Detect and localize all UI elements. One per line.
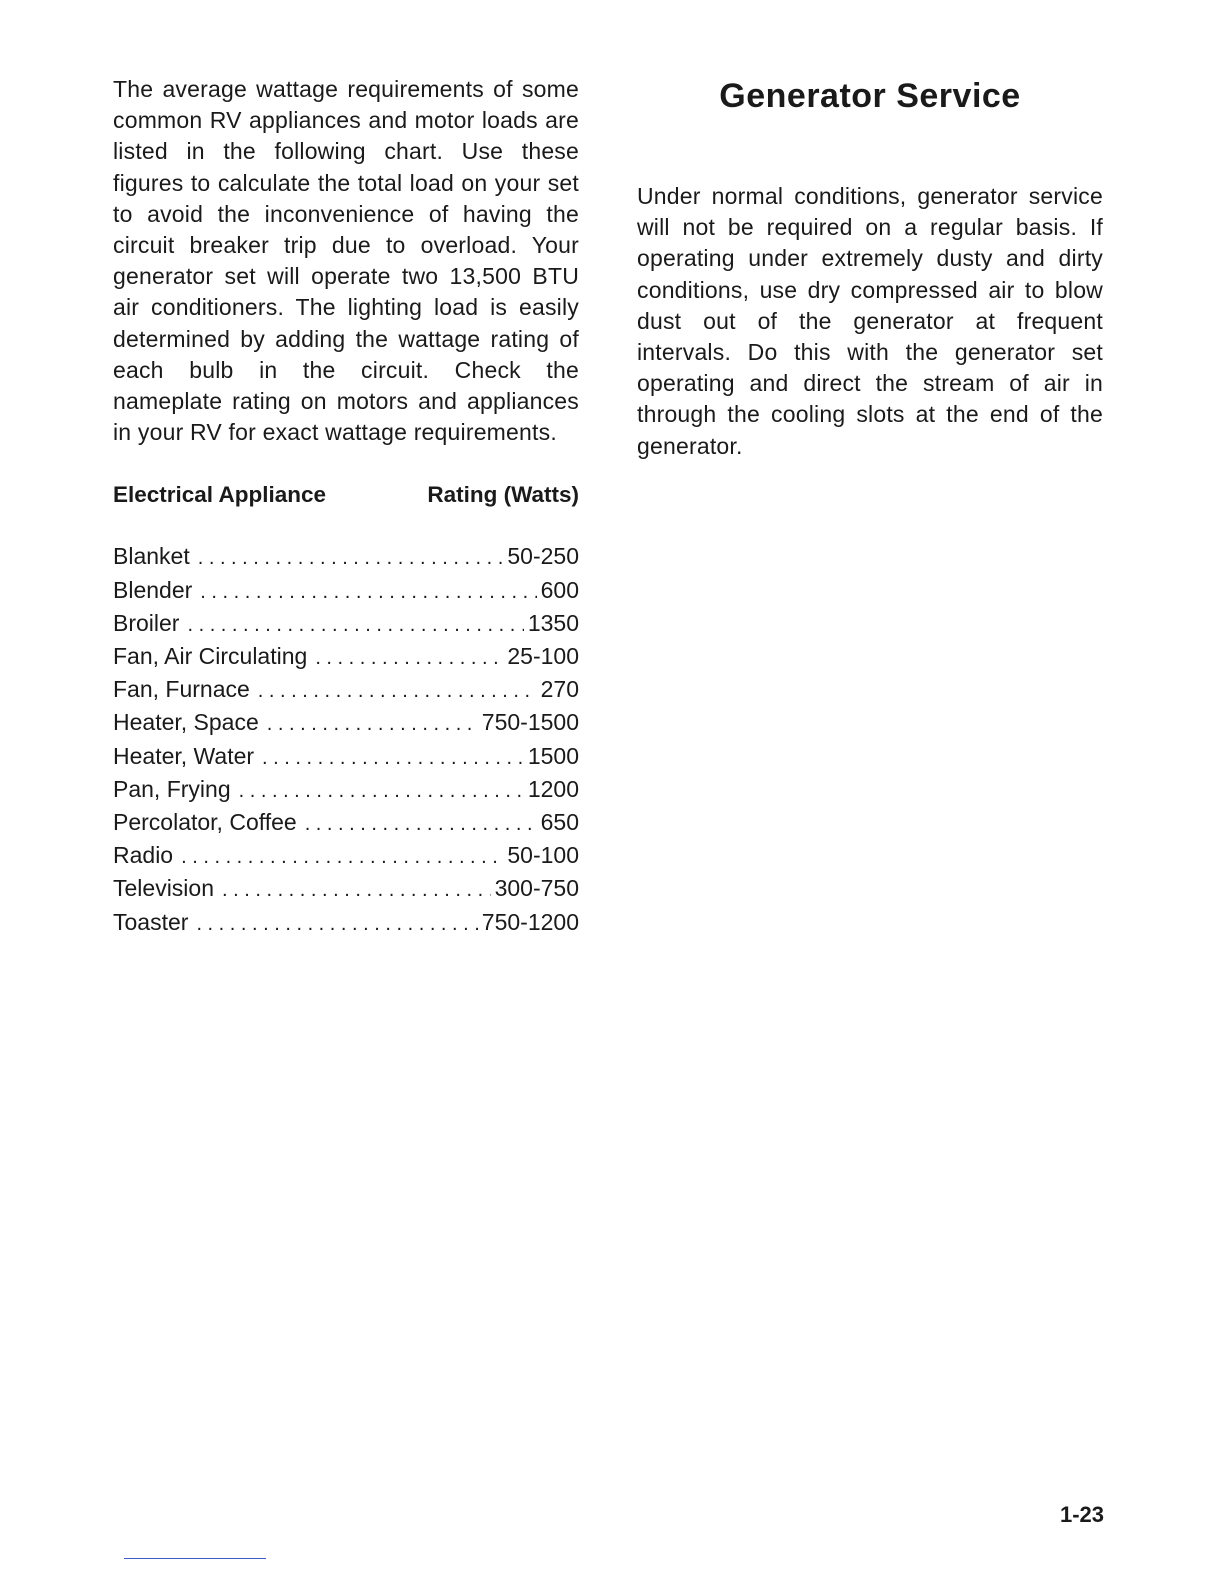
table-row [113,774,579,807]
appliance-rating: 600 [540,576,579,603]
appliance-table-header [113,479,579,510]
table-row [113,641,579,674]
appliance-name: Fan, Furnace [113,676,250,703]
table-row [113,674,579,707]
appliance-rating: 1350 [527,609,579,636]
appliance-rating: 650 [540,809,579,836]
dot-leader [222,875,491,906]
appliance-name: Percolator, Coffee [113,809,297,836]
appliance-rating: 300-750 [494,875,579,902]
page-number: 1-23 [1059,1502,1104,1527]
appliance-rating: 750-1200 [481,908,579,935]
appliance-rating: 50-100 [507,842,579,869]
appliance-name: Heater, Water [113,742,255,769]
appliance-name: Radio [113,842,174,869]
appliance-rating: 270 [540,676,579,703]
appliance-name: Blanket [113,543,190,570]
appliance-name: Fan, Air Circulating [113,643,308,670]
appliance-rating: 1200 [527,775,579,802]
section-heading: Generator Service [719,77,1021,115]
dot-leader [200,577,536,608]
column-header-rating: Rating (Watts) [427,482,579,508]
appliance-rating: 25-100 [507,643,579,670]
table-row [113,907,579,940]
dot-leader [258,676,537,707]
table-row [113,873,579,906]
appliance-name: Television [113,875,214,902]
dot-leader [305,809,537,840]
dot-leader [181,842,503,873]
appliance-rating: 50-250 [507,543,579,570]
table-row [113,608,579,641]
dot-leader [267,709,478,740]
appliance-name: Pan, Frying [113,775,231,802]
appliance-name: Heater, Space [113,709,259,736]
left-column [113,74,579,940]
appliance-table [113,541,579,939]
footer-rule [124,1558,266,1559]
appliance-name: Broiler [113,609,180,636]
table-row [113,807,579,840]
table-row [113,541,579,574]
dot-leader [198,543,504,574]
appliance-name: Blender [113,576,193,603]
appliance-rating: 1500 [527,742,579,769]
intro-paragraph: The average wattage requirements of some common RV appliances and motor loads are listed in the following chart. Use these figures to calculate the total load on your set to avoid the inconvenience of having the circuit breaker trip due to overload. Your generator set will operate two 13,500 BTU air conditioners. The lighting load is easily determined by adding the wattage rating of each bulb in the circuit. Check the nameplate rating on motors and appliances in your RV for exact wattage requirements. [113,76,579,446]
table-row [113,741,579,774]
appliance-rating: 750-1500 [481,709,579,736]
dot-leader [187,610,523,641]
column-header-appliance: Electrical Appliance [113,482,327,508]
dot-leader [196,909,477,940]
table-row [113,707,579,740]
appliance-name: Toaster [113,908,189,935]
table-row [113,575,579,608]
generator-service-paragraph: Under normal conditions, generator service will not be required on a regular basis. If operating under extremely dusty and dirty conditions, use dry compressed air to blow dust out of the generator at frequent intervals. Do this with the generator set operating and direct the stream of air in through the cooling slots at the end of the generator. [637,183,1103,459]
right-column [637,74,1103,485]
dot-leader [239,776,524,807]
dot-leader [315,643,503,674]
table-row [113,840,579,873]
dot-leader [262,743,524,774]
